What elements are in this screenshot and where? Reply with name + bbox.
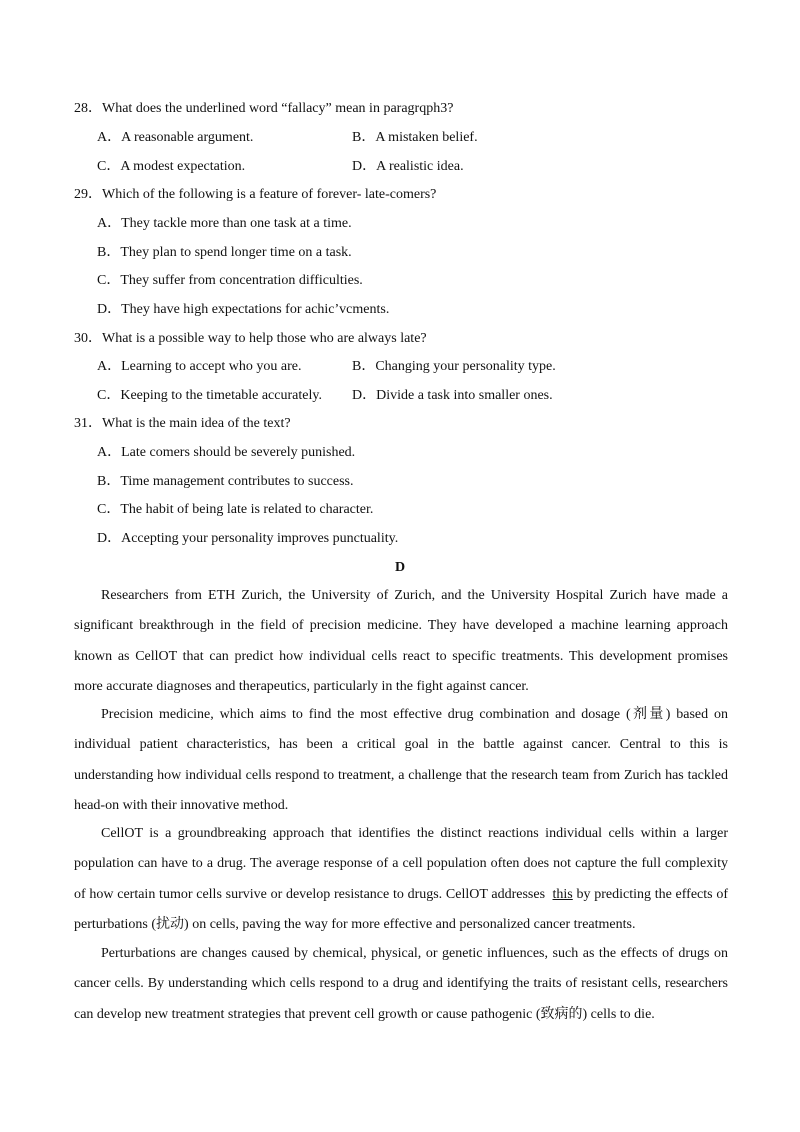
- section-title: D: [394, 560, 406, 575]
- question-31-option-d: D．Accepting your personality improves punctuality.: [97, 531, 399, 546]
- question-30-option-c: C．Keeping to the timetable accurately.: [97, 388, 322, 403]
- question-28-option-d: D．A realistic idea.: [352, 159, 464, 174]
- paragraph-1-line-1: Researchers from ETH Zurich, the University of Zurich, and the University Hospital Zurich have made a: [101, 588, 728, 603]
- question-30-stem: 30．What is a possible way to help those who are always late?: [74, 331, 427, 346]
- paragraph-1-line-4: more accurate diagnoses and therapeutics, particularly in the fight against cancer.: [74, 678, 529, 694]
- question-29-option-a: A．They tackle more than one task at a time.: [97, 216, 352, 231]
- paragraph-1: [74, 581, 728, 702]
- question-28-option-c: C．A modest expectation.: [97, 159, 246, 174]
- question-28-option-a: A．A reasonable argument.: [97, 130, 254, 145]
- question-30-option-d: D．Divide a task into smaller ones.: [352, 388, 553, 403]
- paragraph-4: [74, 939, 728, 1030]
- paragraph-4-line-3: can develop new treatment strategies that prevent cell growth or cause pathogenic (致病的) cells to die.: [74, 1006, 655, 1022]
- paragraph-4-line-2: cancer cells. By understanding which cells respond to a drug and identifying the traits of resistant cells, researchers: [74, 976, 728, 992]
- paragraph-2-line-2: individual patient characteristics, has been a critical goal in the battle against cancer. Central to this is: [74, 737, 728, 753]
- question-29-option-c: C．They suffer from concentration difficulties.: [97, 273, 363, 288]
- paragraph-3-line-3-tail: by predicting the effects of: [572, 886, 728, 902]
- paragraph-3-line-3: [74, 880, 728, 910]
- paragraph-3-line-3-text: of how certain tumor cells survive or develop resistance to drugs. CellOT addresses: [74, 886, 546, 902]
- paragraph-3-line-2: population can have to a drug. The average response of a cell population often does not capture the full complexity: [74, 856, 728, 872]
- paragraph-4-line-1: Perturbations are changes caused by chemical, physical, or genetic influences, such as the effects of drugs on: [101, 946, 728, 961]
- question-31-option-b: B．Time management contributes to success.: [97, 474, 354, 489]
- paragraph-1-line-3: known as CellOT that can predict how individual cells react to specific treatments. This development promises: [74, 648, 728, 664]
- underlined-word-this: this: [552, 886, 573, 902]
- question-28-option-b: B．A mistaken belief.: [352, 130, 478, 145]
- question-29-option-b: B．They plan to spend longer time on a task.: [97, 245, 352, 260]
- paragraph-2-line-1: Precision medicine, which aims to find the most effective drug combination and dosage (剂量) based on: [101, 707, 728, 722]
- paragraph-2-line-4: head-on with their innovative method.: [74, 797, 289, 813]
- paragraph-2-line-3: understanding how individual cells respond to treatment, a challenge that the research team from Zurich has tackled: [74, 767, 728, 783]
- question-29-option-d: D．They have high expectations for achic’vcments.: [97, 302, 390, 317]
- question-30-option-b: B．Changing your personality type.: [352, 359, 556, 374]
- question-31-option-a: A．Late comers should be severely punished.: [97, 445, 356, 460]
- paragraph-1-line-2: significant breakthrough in the field of precision medicine. They have developed a machine learning approach: [74, 618, 728, 634]
- paragraph-3-line-4: perturbations (扰动) on cells, paving the way for more effective and personalized cancer treatments.: [74, 916, 636, 932]
- paragraph-2: [74, 700, 728, 821]
- question-31-option-c: C．The habit of being late is related to character.: [97, 502, 374, 517]
- question-30-option-a: A．Learning to accept who you are.: [97, 359, 302, 374]
- paragraph-3: [74, 819, 728, 940]
- paragraph-3-line-1: CellOT is a groundbreaking approach that identifies the distinct reactions individual cells within a larger: [101, 826, 728, 841]
- question-29-stem: 29．Which of the following is a feature of forever- late-comers?: [74, 187, 437, 202]
- question-28-stem: 28．What does the underlined word “fallacy” mean in paragrqph3?: [74, 101, 454, 116]
- question-31-stem: 31．What is the main idea of the text?: [74, 416, 291, 431]
